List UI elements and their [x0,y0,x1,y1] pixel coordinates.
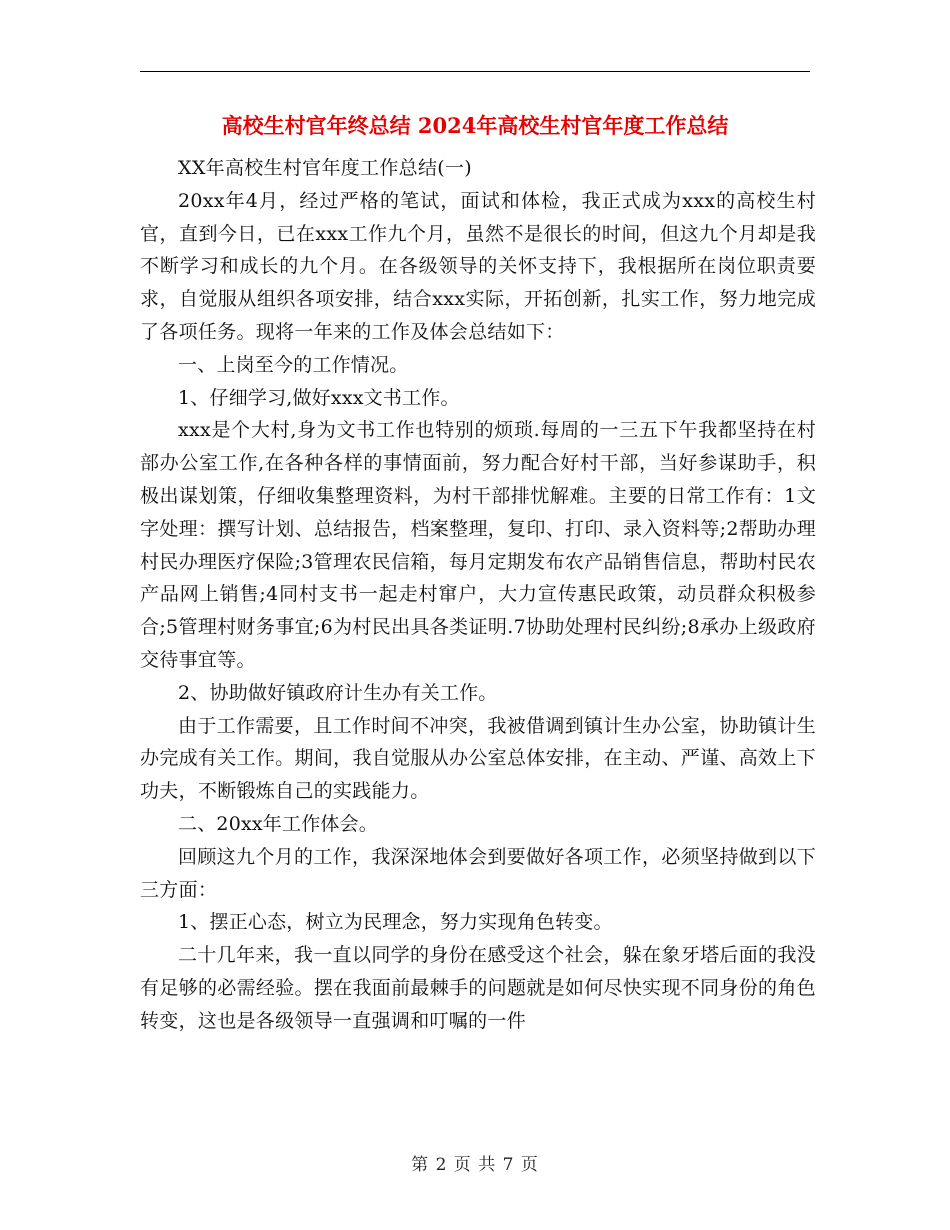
section-heading: 一、上岗至今的工作情况。 [178,353,409,376]
body-paragraph: 二十几年来，我一直以同学的身份在感受这个社会，躲在象牙塔后面的我没有足够的必需经验。摆在我面前最棘手的问题就是如何尽快实现不同身份的角色转变，这也是各级领导一直强调和叮嘱的一件 [140,944,816,1032]
body-paragraph: xxx是个大村,身为文书工作也特别的烦琐.每周的一三五下午我都坚持在村部办公室工作,在各种各样的事情面前，努力配合好村干部，当好参谋助手，积极出谋划策，仔细收集整理资料，为村干部排忧解难。主要的日常工作有：1文字处理：撰写计划、总结报告，档案整理，复印、打印、录入资料等;2帮助办理村民办理医疗保险;3管理农民信箱，每月定期发布农产品销售信息，帮助村民农产品网上销售;4同村支书一起走村窜户，大力宣传惠民政策，动员群众积极参合;5管理村财务事宜;6为村民出具各类证明.7协助处理村民纠纷;8承办上级政府交待事宜等。 [140,419,816,671]
subsection-heading: 1、摆正心态，树立为民理念，努力实现角色转变。 [178,911,613,934]
subsection-heading: 1、仔细学习,做好xxx文书工作。 [178,386,460,409]
section-heading: 二、20xx年工作体会。 [178,812,379,835]
header-rule [140,71,810,72]
subsection-heading: 2、协助做好镇政府计生办有关工作。 [178,681,498,704]
page-number: 第 2 页 共 7 页 [411,1155,539,1175]
section-heading: XX年高校生村官年度工作总结(一) [178,157,472,179]
body-paragraph: 由于工作需要，且工作时间不冲突，我被借调到镇计生办公室，协助镇计生办完成有关工作。期间，我自觉服从办公室总体安排，在主动、严谨、高效上下功夫，不断锻炼自己的实践能力。 [140,714,816,803]
body-paragraph: 回顾这九个月的工作，我深深地体会到要做好各项工作，必须坚持做到以下三方面： [140,845,816,901]
document-title: 高校生村官年终总结 2024年高校生村官年度工作总结 [221,113,729,138]
document-body [140,152,816,1038]
body-paragraph: 20xx年4月，经过严格的笔试，面试和体检，我正式成为xxx的高校生村官，直到今日，已在xxx工作九个月，虽然不是很长的时间，但这九个月却是我不断学习和成长的九个月。在各级领导的关怀支持下，我根据所在岗位职责要求，自觉服从组织各项安排，结合xxx实际，开拓创新，扎实工作，努力地完成了各项任务。现将一年来的工作及体会总结如下： [140,189,816,343]
